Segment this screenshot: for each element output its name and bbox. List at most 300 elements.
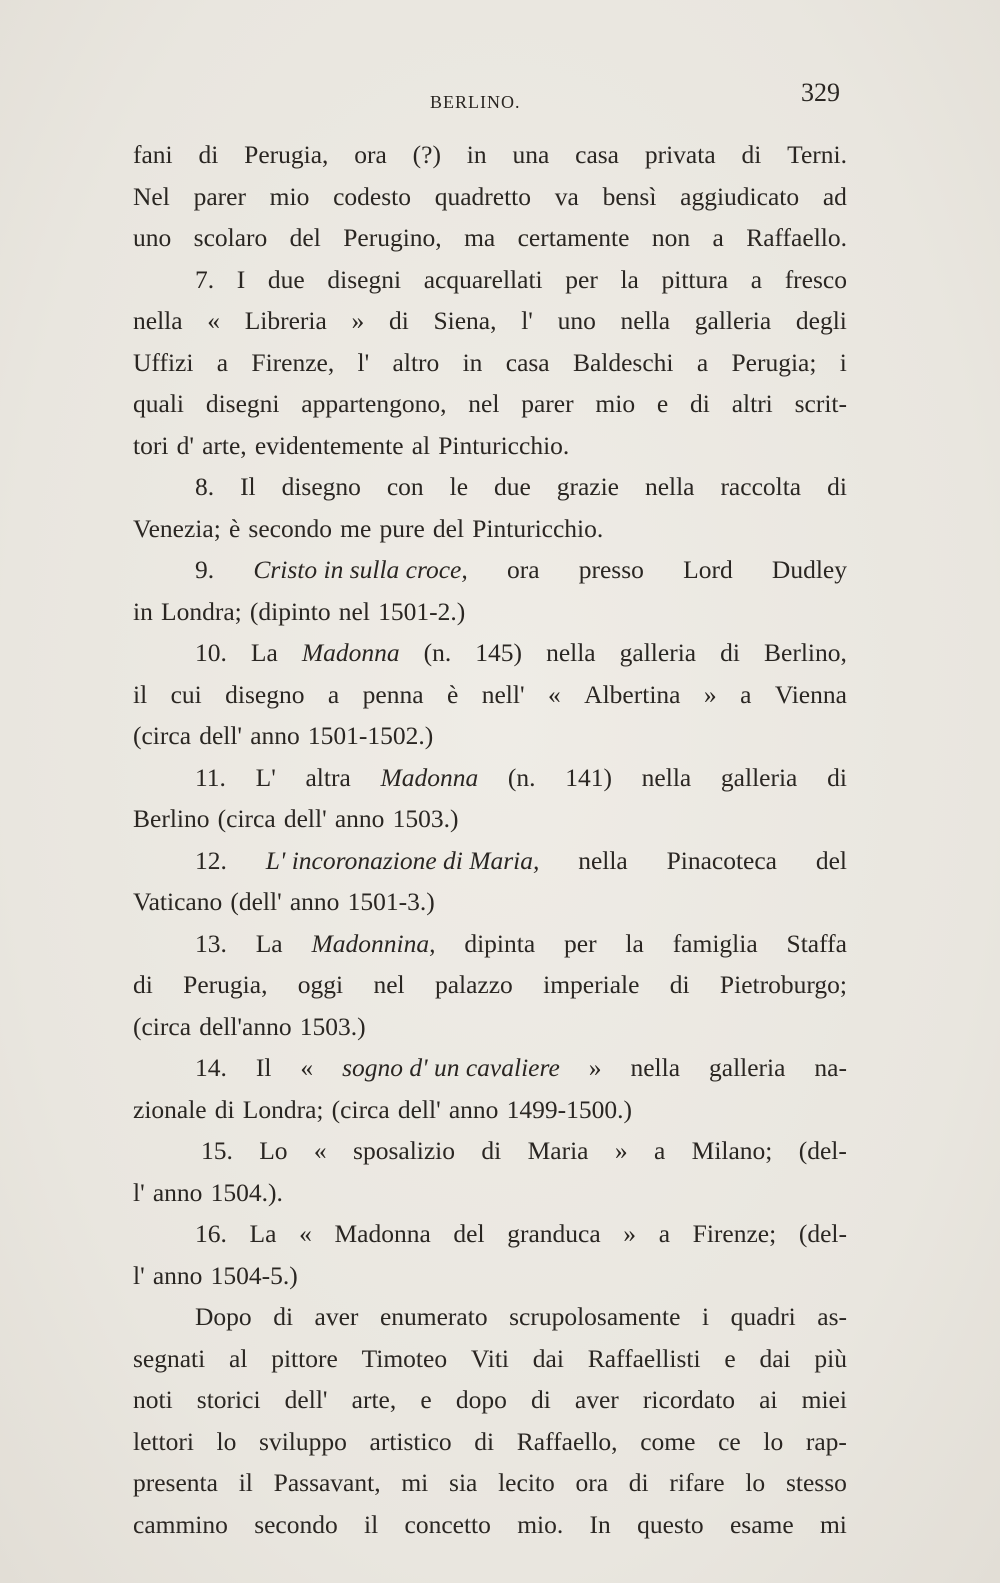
word: nel — [338, 596, 370, 626]
word: due — [493, 472, 531, 501]
word: Londra; — [242, 1094, 324, 1124]
word: disegni — [205, 389, 280, 418]
word: (del- — [798, 1136, 847, 1165]
word: 7. — [195, 264, 215, 294]
word: dell' — [199, 721, 243, 750]
word: Vienna — [774, 679, 847, 709]
word: esame — [729, 1509, 794, 1539]
word: anno — [152, 1260, 203, 1290]
word: lettori — [133, 1426, 194, 1456]
word: 141) — [565, 762, 612, 792]
word: i — [701, 1302, 710, 1331]
word: arte, — [202, 430, 247, 460]
word: pittura — [661, 264, 729, 294]
word: » — [351, 306, 365, 335]
word: con — [386, 472, 424, 501]
word: La — [249, 1219, 277, 1248]
word: Raffaello. — [746, 223, 847, 252]
word: l' — [133, 1177, 145, 1207]
word: Uffizi — [133, 347, 194, 377]
word: degli — [795, 306, 847, 335]
word: nell' — [481, 679, 525, 709]
word: del — [453, 1219, 485, 1248]
word: Il — [240, 472, 256, 501]
word: a — [653, 1136, 666, 1165]
word: ma — [464, 223, 496, 252]
word: storici — [196, 1385, 261, 1414]
word: è — [446, 679, 459, 709]
word: 1501-3.) — [347, 887, 435, 916]
word: as- — [817, 1302, 847, 1331]
word: al — [229, 1343, 248, 1373]
word: il — [364, 1509, 379, 1539]
text-line — [133, 964, 847, 1006]
word: na- — [814, 1053, 847, 1082]
word: dell'anno — [199, 1011, 292, 1041]
word: di — [474, 1426, 495, 1456]
word: a — [740, 679, 752, 709]
word: « — [299, 1219, 312, 1248]
word: e — [420, 1385, 432, 1414]
word: rifare — [669, 1468, 725, 1497]
word: La — [250, 638, 278, 667]
text-line — [133, 1338, 847, 1380]
word: grazie — [556, 472, 619, 501]
word: Pietroburgo; — [719, 970, 847, 999]
word: cammino — [133, 1509, 228, 1539]
word: arte, — [351, 1385, 397, 1414]
word: parer — [521, 389, 574, 418]
word: granduca — [507, 1219, 601, 1248]
word: dell' — [284, 1385, 328, 1414]
word: ad — [822, 181, 847, 211]
word: in — [466, 140, 487, 169]
word: me — [340, 513, 372, 543]
word: cui — [170, 679, 202, 709]
word: Firenze; — [692, 1219, 777, 1248]
word: 13. — [195, 928, 227, 958]
word: galleria — [720, 762, 798, 792]
word: d' — [176, 430, 194, 460]
word: (circa — [133, 721, 192, 750]
word: (dell' — [230, 887, 282, 916]
word: Il — [255, 1053, 272, 1082]
word: sogno d' un cavaliere — [342, 1053, 560, 1082]
text-line — [133, 1504, 847, 1546]
word: Madonna — [301, 638, 400, 667]
word: casa — [575, 140, 620, 169]
word: nella — [620, 306, 671, 335]
word: dopo — [455, 1385, 507, 1414]
word: evidentemente — [254, 430, 404, 460]
word: Nel — [133, 181, 170, 211]
word: nel — [468, 389, 500, 418]
word: a — [327, 679, 340, 709]
text-line — [133, 508, 847, 550]
word: di — [690, 389, 710, 418]
word: famiglia — [672, 928, 758, 958]
word: tori — [133, 430, 169, 460]
text-line — [133, 1172, 847, 1214]
word: Perugino, — [343, 223, 442, 252]
word: Madonna — [380, 762, 479, 792]
word: Perugia; — [731, 347, 817, 377]
word: a — [658, 1219, 671, 1248]
word: dell' — [283, 804, 327, 833]
word: del — [432, 513, 465, 543]
word: casa — [505, 347, 550, 377]
text-line — [133, 1379, 847, 1421]
word: acquarellati — [423, 264, 543, 294]
word: 10. — [195, 638, 227, 667]
word: di — [481, 1136, 502, 1165]
word: bensì — [602, 181, 657, 211]
word: Siena, — [433, 306, 497, 335]
text-line — [133, 840, 847, 882]
word: 14. — [195, 1053, 227, 1082]
word: Lo — [259, 1136, 288, 1165]
text-line — [133, 549, 847, 591]
word: di — [273, 1302, 294, 1331]
word: l' — [521, 306, 533, 335]
word: presso — [578, 555, 644, 584]
word: dai — [759, 1343, 791, 1373]
word: 1503.) — [299, 1011, 366, 1041]
word: Pinacoteca — [666, 845, 778, 875]
running-head: BERLINO. — [430, 92, 521, 112]
word: L' incoronazione di Maria, — [265, 845, 540, 875]
word: del — [815, 845, 847, 875]
text-line — [133, 1255, 847, 1297]
text-line — [133, 1462, 847, 1504]
word: privata — [644, 140, 716, 169]
text-line — [133, 134, 847, 176]
word: Albertina — [584, 679, 681, 709]
word: Raffaellisti — [587, 1343, 701, 1373]
word: va — [554, 181, 579, 211]
word: fani — [133, 140, 173, 169]
word: aver — [314, 1302, 359, 1331]
word: oggi — [297, 970, 344, 999]
word: 16. — [195, 1219, 227, 1248]
word: Dudley — [771, 555, 847, 584]
word: nella — [630, 1053, 681, 1082]
word: a — [712, 223, 724, 252]
word: scrit- — [794, 389, 847, 418]
word: appartengono, — [301, 389, 447, 418]
word: nella — [133, 306, 183, 335]
word: dell' — [397, 1094, 441, 1124]
text-line — [133, 674, 847, 716]
word: (?) — [412, 140, 441, 169]
word: per — [564, 928, 597, 958]
text-line — [133, 591, 847, 633]
word: le — [449, 472, 469, 501]
word: lo — [763, 1426, 784, 1456]
word: Pinturicchio. — [472, 513, 604, 543]
word: pittore — [271, 1343, 338, 1373]
word: « — [207, 306, 220, 335]
word: miei — [801, 1385, 847, 1414]
word: scolaro — [193, 223, 268, 252]
text-line — [133, 176, 847, 218]
word: anno — [152, 1177, 203, 1207]
text-line — [133, 383, 847, 425]
text-line — [133, 217, 847, 259]
word: è — [228, 513, 241, 543]
word: imperiale — [543, 970, 640, 999]
word: nella — [578, 845, 628, 875]
word: zionale — [133, 1094, 207, 1124]
word: la — [625, 928, 644, 958]
word: I — [236, 264, 246, 294]
word: a — [216, 347, 229, 377]
word: (del- — [798, 1219, 847, 1248]
word: « — [313, 1136, 327, 1165]
word: rap- — [805, 1426, 847, 1456]
word: mi — [401, 1468, 429, 1497]
word: a — [696, 347, 709, 377]
word: il — [133, 679, 148, 709]
word: la — [620, 264, 639, 294]
text-line — [133, 425, 847, 467]
word: secondo — [254, 1509, 338, 1539]
word: Milano; — [691, 1136, 773, 1165]
word: Londra; — [161, 596, 242, 626]
word: di — [741, 140, 762, 169]
word: Passavant, — [273, 1468, 381, 1497]
word: dipinta — [464, 928, 536, 958]
word: (n. — [423, 638, 452, 667]
word: l' — [357, 347, 370, 377]
word: al — [411, 430, 431, 460]
word: scrupolosamente — [509, 1302, 681, 1331]
word: sia — [449, 1468, 478, 1497]
word: Madonnina, — [311, 928, 436, 958]
word: enumerato — [379, 1302, 488, 1331]
word: Cristo in sulla croce, — [253, 555, 468, 584]
word: ce — [718, 1426, 741, 1456]
word: mio — [595, 389, 636, 418]
word: di — [827, 472, 847, 501]
word: i — [839, 347, 847, 377]
word: disegno — [225, 679, 305, 709]
word: quali — [133, 389, 184, 418]
word: codesto — [333, 181, 411, 211]
word: lo — [745, 1468, 766, 1497]
word: 1501-2.) — [378, 596, 466, 626]
word: lecito — [498, 1468, 555, 1497]
word: disegni — [327, 264, 402, 294]
word: ora — [506, 555, 540, 584]
text-line — [133, 1006, 847, 1048]
word: « — [548, 679, 561, 709]
word: Libreria — [244, 306, 327, 335]
word: di — [669, 970, 690, 999]
word: sposalizio — [353, 1136, 456, 1165]
word: anno — [448, 1094, 499, 1124]
word: disegno — [281, 472, 361, 501]
text-line — [133, 1296, 847, 1338]
word: ora — [575, 1468, 609, 1497]
word: quadri — [730, 1302, 796, 1331]
word: anno — [250, 721, 300, 750]
text-line — [133, 715, 847, 757]
word: 1499-1500.) — [506, 1094, 632, 1124]
word: una — [512, 140, 550, 169]
word: uno — [133, 223, 172, 252]
word: galleria — [694, 306, 772, 335]
word: a — [750, 264, 763, 294]
text-line — [133, 881, 847, 923]
word: del — [289, 223, 321, 252]
word: sviluppo — [259, 1426, 347, 1456]
word: Terni. — [787, 140, 847, 169]
word: e — [724, 1343, 736, 1373]
word: di — [530, 1385, 551, 1414]
word: aggiudicato — [680, 181, 800, 211]
word: Berlino — [133, 804, 210, 833]
body-text — [133, 134, 847, 1545]
word: non — [651, 223, 691, 252]
word: » — [703, 679, 717, 709]
word: Berlino, — [764, 638, 847, 667]
text-line — [133, 1213, 847, 1255]
word: nel — [373, 970, 405, 999]
word: Raffaello, — [516, 1426, 618, 1456]
word: il — [238, 1468, 253, 1497]
word: Vaticano — [133, 887, 223, 916]
text-line — [133, 259, 847, 301]
word: nella — [644, 472, 695, 501]
word: mio. — [517, 1509, 564, 1539]
word: mio — [269, 181, 310, 211]
word: dai — [532, 1343, 564, 1373]
word: questo — [637, 1509, 704, 1539]
text-line — [133, 757, 847, 799]
word: galleria — [619, 638, 697, 667]
word: altro — [392, 347, 440, 377]
word: Firenze, — [251, 347, 335, 377]
word: Maria — [527, 1136, 589, 1165]
text-line — [133, 1421, 847, 1463]
word: In — [589, 1509, 611, 1539]
word: (circa — [331, 1094, 390, 1124]
word: per — [565, 264, 598, 294]
word: di — [720, 638, 740, 667]
word: 9. — [195, 555, 215, 584]
word: secondo — [248, 513, 332, 543]
word: come — [640, 1426, 696, 1456]
text-line — [133, 923, 847, 965]
word: Dopo — [195, 1302, 252, 1331]
text-line — [133, 300, 847, 342]
page-header — [130, 78, 850, 118]
word: L' — [255, 762, 276, 792]
word: 1504.). — [210, 1177, 283, 1207]
word: in — [133, 596, 153, 626]
word: galleria — [709, 1053, 786, 1082]
word: e — [656, 389, 669, 418]
word: noti — [133, 1385, 173, 1414]
text-line — [133, 632, 847, 674]
word: parer — [193, 181, 246, 211]
word: Perugia, — [244, 140, 329, 169]
word: « — [300, 1053, 314, 1082]
text-line — [133, 1130, 847, 1172]
word: altri — [731, 389, 773, 418]
word: 12. — [195, 845, 227, 875]
word: aver — [574, 1385, 619, 1414]
word: » — [614, 1136, 628, 1165]
word: presenta — [133, 1468, 218, 1497]
word: fresco — [784, 264, 847, 294]
word: 1501-1502.) — [307, 721, 434, 750]
word: quadretto — [434, 181, 532, 211]
word: raccolta — [720, 472, 802, 501]
word: lo — [216, 1426, 237, 1456]
word: » — [623, 1219, 637, 1248]
word: di — [198, 140, 219, 169]
word: più — [814, 1343, 847, 1373]
word: palazzo — [434, 970, 513, 999]
word: anno — [289, 887, 340, 916]
word: mi — [819, 1509, 847, 1539]
word: nella — [641, 762, 692, 792]
word: in — [462, 347, 483, 377]
word: ai — [759, 1385, 778, 1414]
word: nella — [546, 638, 596, 667]
word: certamente — [517, 223, 630, 252]
word: altra — [305, 762, 351, 792]
word: Madonna — [334, 1219, 431, 1248]
word: anno — [334, 804, 385, 833]
text-line — [133, 342, 847, 384]
word: di — [388, 306, 409, 335]
word: di — [214, 1094, 235, 1124]
word: Baldeschi — [572, 347, 674, 377]
word: Viti — [470, 1343, 509, 1373]
word: (n. — [507, 762, 536, 792]
word: penna — [362, 679, 424, 709]
word: Lord — [683, 555, 733, 584]
word: Pinturicchio. — [438, 430, 570, 460]
word: (circa — [133, 1011, 192, 1041]
word: l' — [133, 1260, 145, 1290]
word: due — [267, 264, 305, 294]
word: La — [255, 928, 283, 958]
text-line — [133, 466, 847, 508]
word: concetto — [404, 1509, 491, 1539]
word: di — [133, 970, 153, 999]
word: 1504-5.) — [210, 1260, 298, 1290]
word: di — [827, 762, 847, 792]
word: 15. — [201, 1136, 233, 1165]
word: Perugia, — [183, 970, 268, 999]
word: Timoteo — [361, 1343, 448, 1373]
word: » — [588, 1053, 602, 1082]
word: 1503.) — [392, 804, 459, 833]
word: segnati — [133, 1343, 206, 1373]
word: pure — [379, 513, 425, 543]
word: ora — [354, 140, 387, 169]
word: artistico — [369, 1426, 452, 1456]
word: Staffa — [786, 928, 847, 958]
text-line — [133, 798, 847, 840]
word: Venezia; — [133, 513, 221, 543]
word: uno — [557, 306, 596, 335]
word: (dipinto — [249, 596, 331, 626]
